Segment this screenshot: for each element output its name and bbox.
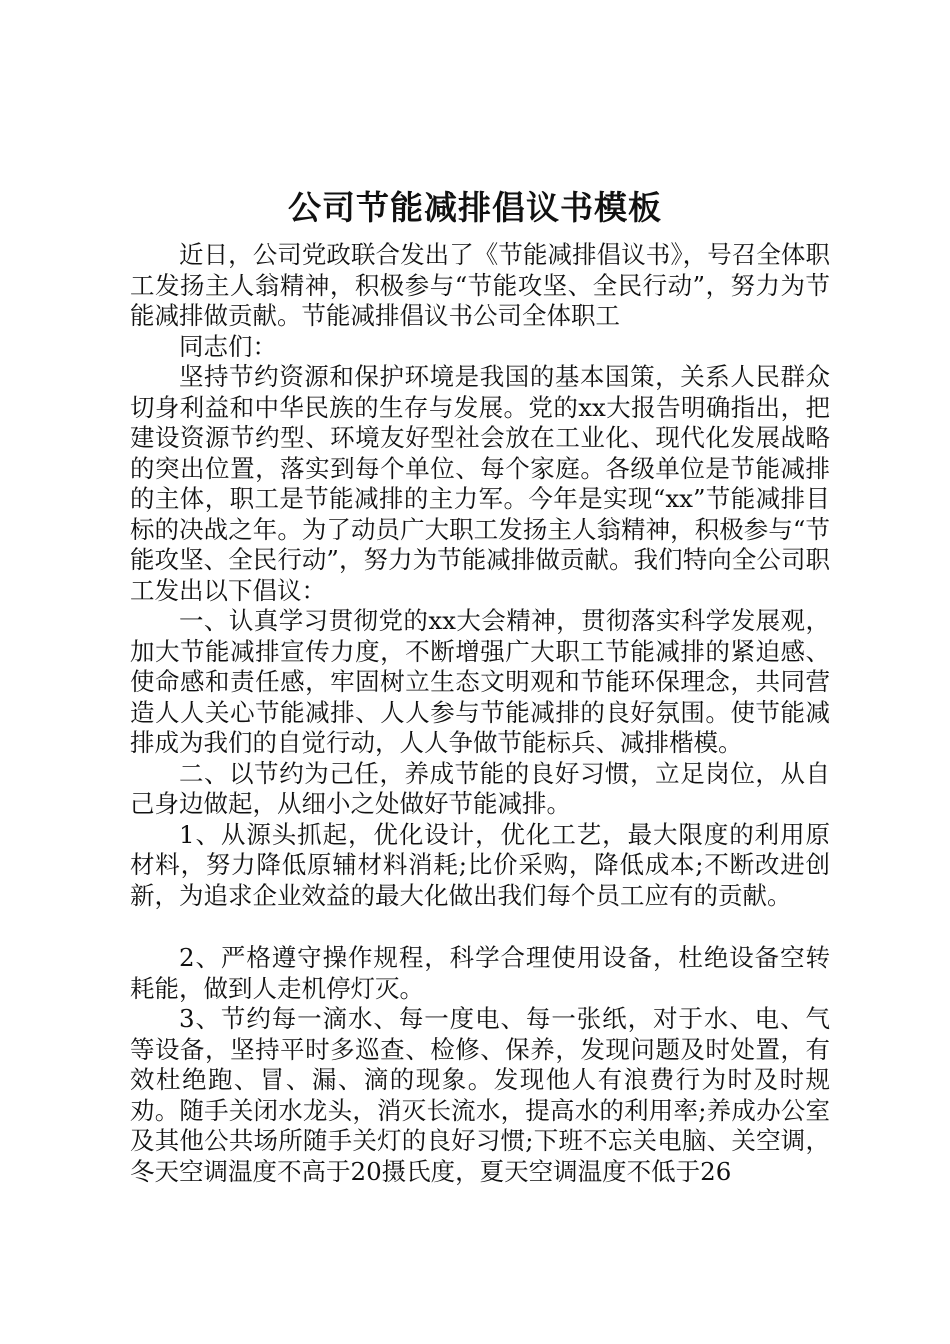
background-paragraph: 坚持节约资源和保护环境是我国的基本国策，关系人民群众切身利益和中华民族的生存与发展。党的xx大报告明确指出，把建设资源节约型、环境友好型社会放在工业化、现代化发展战略的突出位置，落实到每个单位、每个家庭。各级单位是节能减排的主体，职工是节能减排的主力军。今年是实现“xx”节能减排目标的决战之年。为了动员广大职工发扬主人翁精神，积极参与“节能攻坚、全民行动”，努力为节能减排做贡献。我们特向全公司职工发出以下倡议： [130, 362, 830, 605]
intro-paragraph: 近日，公司党政联合发出了《节能减排倡议书》，号召全体职工发扬主人翁精神，积极参与“节能攻坚、全民行动”，努力为节能减排做贡献。节能减排倡议书公司全体职工 [130, 240, 830, 330]
proposal-two: 二、以节约为己任，养成节能的良好习惯，立足岗位，从自己身边做起，从细小之处做好节能减排。 [130, 758, 830, 818]
salutation: 同志们： [179, 331, 277, 361]
document-body [130, 240, 830, 1187]
proposal-item-2: 2、严格遵守操作规程，科学合理使用设备，杜绝设备空转耗能，做到人走机停灯灭。 [130, 943, 830, 1003]
proposal-item-3: 3、节约每一滴水、每一度电、每一张纸，对于水、电、气等设备，坚持平时多巡查、检修、保养，发现问题及时处置，有效杜绝跑、冒、漏、滴的现象。发现他人有浪费行为时及时规劝。随手关闭水龙头，消灭长流水，提高水的利用率;养成办公室及其他公共场所随手关灯的良好习惯;下班不忘关电脑、关空调，冬天空调温度不高于20摄氏度，夏天空调温度不低于26 [130, 1004, 830, 1186]
proposal-item-1: 1、从源头抓起，优化设计，优化工艺，最大限度的利用原材料，努力降低原辅材料消耗;比价采购，降低成本;不断改进创新，为追求企业效益的最大化做出我们每个员工应有的贡献。 [130, 819, 830, 910]
proposal-one: 一、认真学习贯彻党的xx大会精神，贯彻落实科学发展观，加大节能减排宣传力度，不断增强广大职工节能减排的紧迫感、使命感和责任感，牢固树立生态文明观和节能环保理念，共同营造人人关心节能减排、人人参与节能减排的良好氛围。使节能减排成为我们的自觉行动，人人争做节能标兵、减排楷模。 [130, 606, 830, 757]
document-title: 公司节能减排倡议书模板 [288, 188, 662, 227]
